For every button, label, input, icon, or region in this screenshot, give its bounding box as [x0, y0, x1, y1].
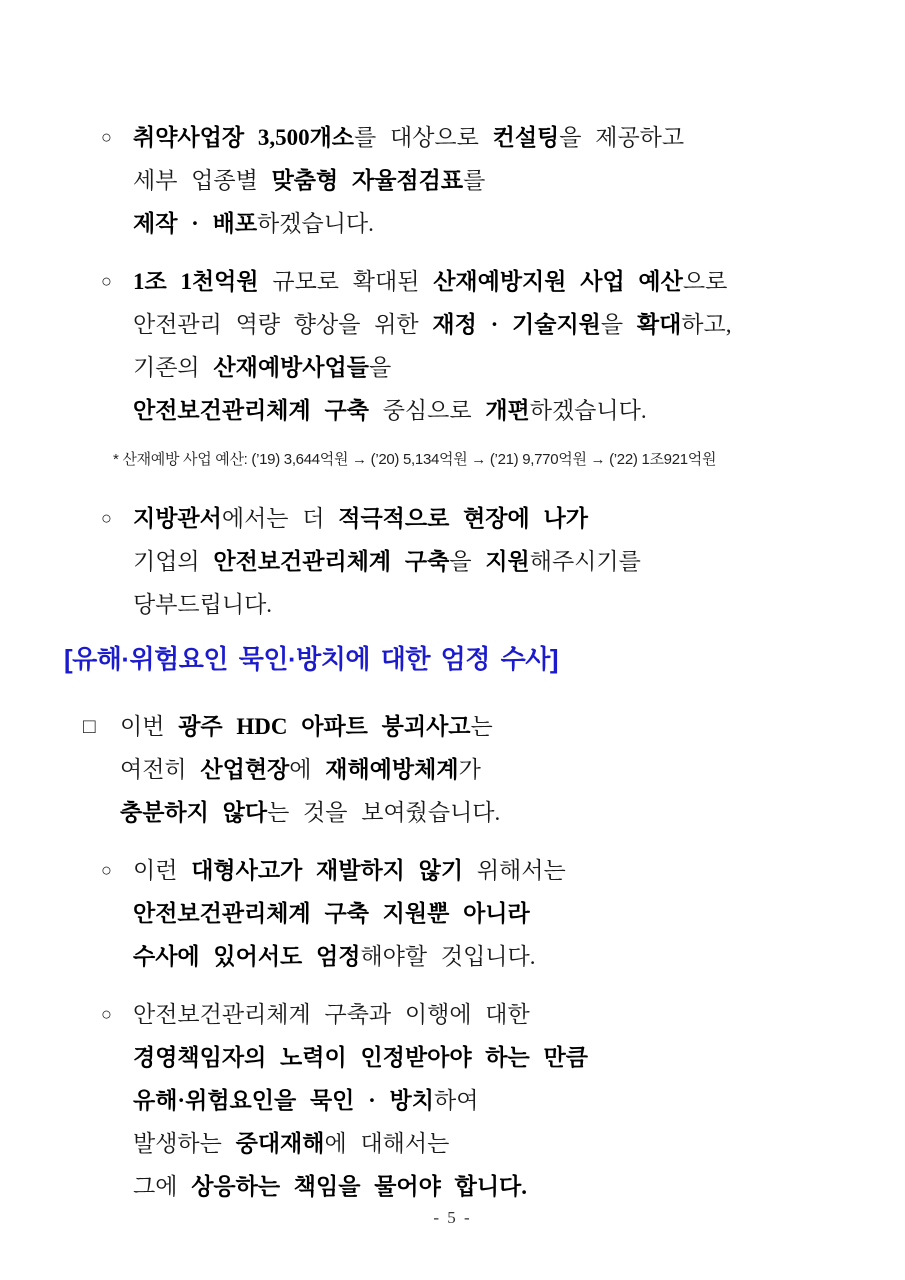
text-run: 여전히	[120, 757, 201, 782]
bullet-circle-icon: ○	[101, 508, 112, 528]
text-line	[133, 202, 905, 245]
text-run: 제작 · 배포	[133, 211, 258, 236]
paragraph-block	[101, 260, 905, 432]
text-run: 에서는 더	[221, 506, 339, 531]
text-run: 수사에 있어서도 엄정	[133, 944, 361, 969]
text-run: 에 대해서는	[324, 1131, 450, 1156]
paragraph-block	[101, 849, 905, 978]
text-run: 규모로 확대된	[258, 269, 434, 294]
paragraph-lines	[133, 497, 905, 626]
text-run: 을	[449, 549, 486, 574]
text-run: 을 제공하고	[559, 125, 685, 150]
paragraph-block	[101, 993, 905, 1208]
text-run: 을	[368, 355, 392, 380]
text-run: 안전보건관리체계 구축	[133, 398, 369, 423]
text-run: 해야할 것입니다.	[360, 944, 536, 969]
text-run: 를	[463, 168, 486, 193]
text-run: 기존의	[133, 355, 214, 380]
paragraph-block	[83, 705, 905, 834]
text-run: 안전보건관리체계 구축	[213, 549, 450, 574]
text-run: 위해서는	[463, 858, 566, 883]
text-line	[133, 260, 905, 303]
text-line	[133, 583, 905, 626]
text-run: 는	[470, 714, 493, 739]
text-run: 이번	[120, 714, 179, 739]
text-line	[133, 497, 905, 540]
text-run: 하여	[434, 1088, 479, 1113]
text-line	[133, 1036, 905, 1079]
paragraph-lines	[120, 705, 905, 834]
text-run: 1조 1천억원	[133, 269, 259, 294]
text-run: 상응하는 책임을 물어야 합니다.	[191, 1174, 528, 1199]
text-run: 기업의	[133, 549, 214, 574]
text-line	[120, 705, 905, 748]
text-run: 에	[289, 757, 326, 782]
paragraph-block	[101, 116, 905, 245]
text-run: 재정 · 기술지원	[432, 312, 601, 337]
text-line	[133, 159, 905, 202]
text-line	[133, 1165, 905, 1208]
text-run: 하겠습니다.	[529, 398, 647, 423]
text-run: 적극적으로 현장에 나가	[338, 506, 588, 531]
text-run: 개편	[485, 398, 530, 423]
text-run: 맞춤형 자율점검표	[271, 168, 464, 193]
text-line	[133, 1079, 905, 1122]
text-run: 취약사업장 3,500개소	[133, 125, 355, 150]
text-line	[133, 935, 905, 978]
text-run: 발생하는	[133, 1131, 236, 1156]
text-line	[133, 116, 905, 159]
text-run: 하고,	[681, 312, 732, 337]
text-line	[133, 892, 905, 935]
text-run: 경영책임자의 노력이 인정받아야 하는 만큼	[133, 1045, 588, 1070]
text-run: 해주시기를	[529, 549, 641, 574]
text-run: 으로	[682, 269, 728, 294]
text-line	[120, 748, 905, 791]
text-run: 확대	[636, 312, 682, 337]
text-run: 을	[600, 312, 637, 337]
text-line	[133, 303, 905, 346]
paragraph-lines	[133, 993, 905, 1208]
text-line	[133, 849, 905, 892]
text-run: 안전보건관리체계 구축과 이행에 대한	[133, 1002, 530, 1027]
text-run: 안전관리 역량 향상을 위한	[133, 312, 433, 337]
text-run: 를 대상으로	[354, 125, 493, 150]
text-run: 대형사고가 재발하지 않기	[191, 858, 464, 883]
text-run: 산재예방지원 사업 예산	[433, 269, 683, 294]
page-number: - 5 -	[433, 1208, 472, 1227]
text-run: 세부 업종별	[133, 168, 272, 193]
text-run: 중대재해	[235, 1131, 325, 1156]
text-run: 산재예방사업들	[213, 355, 369, 380]
bullet-square-icon: □	[83, 714, 96, 738]
text-run: 는 것을 보여줬습니다.	[267, 800, 501, 825]
text-run: 지원	[485, 549, 530, 574]
text-line	[133, 346, 905, 389]
bullet-circle-icon: ○	[101, 127, 112, 147]
text-run: 가	[458, 757, 481, 782]
text-run: 산업현장	[200, 757, 290, 782]
text-run: 충분하지 않다	[120, 800, 268, 825]
text-run: 지방관서	[133, 506, 222, 531]
bullet-circle-icon: ○	[101, 1004, 112, 1024]
text-run: 광주 HDC 아파트 붕괴사고	[178, 714, 471, 739]
text-run: 당부드립니다.	[133, 592, 273, 617]
paragraph-lines	[133, 849, 905, 978]
text-run: 하겠습니다.	[257, 211, 374, 236]
text-line	[133, 540, 905, 583]
text-run: 그에	[133, 1174, 192, 1199]
text-run: 중심으로	[368, 398, 486, 423]
text-run: 컨설팅	[492, 125, 560, 150]
section-header: [유해·위험요인 묵인·방치에 대한 엄정 수사]	[64, 644, 558, 674]
text-line	[133, 389, 905, 432]
text-line	[133, 1122, 905, 1165]
text-run: 안전보건관리체계 구축 지원뿐 아니라	[133, 901, 530, 926]
text-run: 이런	[133, 858, 192, 883]
bullet-circle-icon: ○	[101, 860, 112, 880]
document-body	[0, 116, 905, 1208]
text-run: 유해·위험요인을 묵인 · 방치	[133, 1088, 434, 1113]
paragraph-lines	[133, 116, 905, 245]
text-line	[133, 993, 905, 1036]
page-footer	[0, 1208, 905, 1228]
paragraph-lines	[133, 260, 905, 432]
bullet-circle-icon: ○	[101, 271, 112, 291]
text-line	[120, 791, 905, 834]
text-run: 재해예방체계	[325, 757, 459, 782]
paragraph-block	[101, 497, 905, 626]
footnote: * 산재예방 사업 예산: (’19) 3,644억원 → (’20) 5,134억원 → (’21) 9,770억원 → (’22) 1조921억원	[113, 451, 717, 468]
